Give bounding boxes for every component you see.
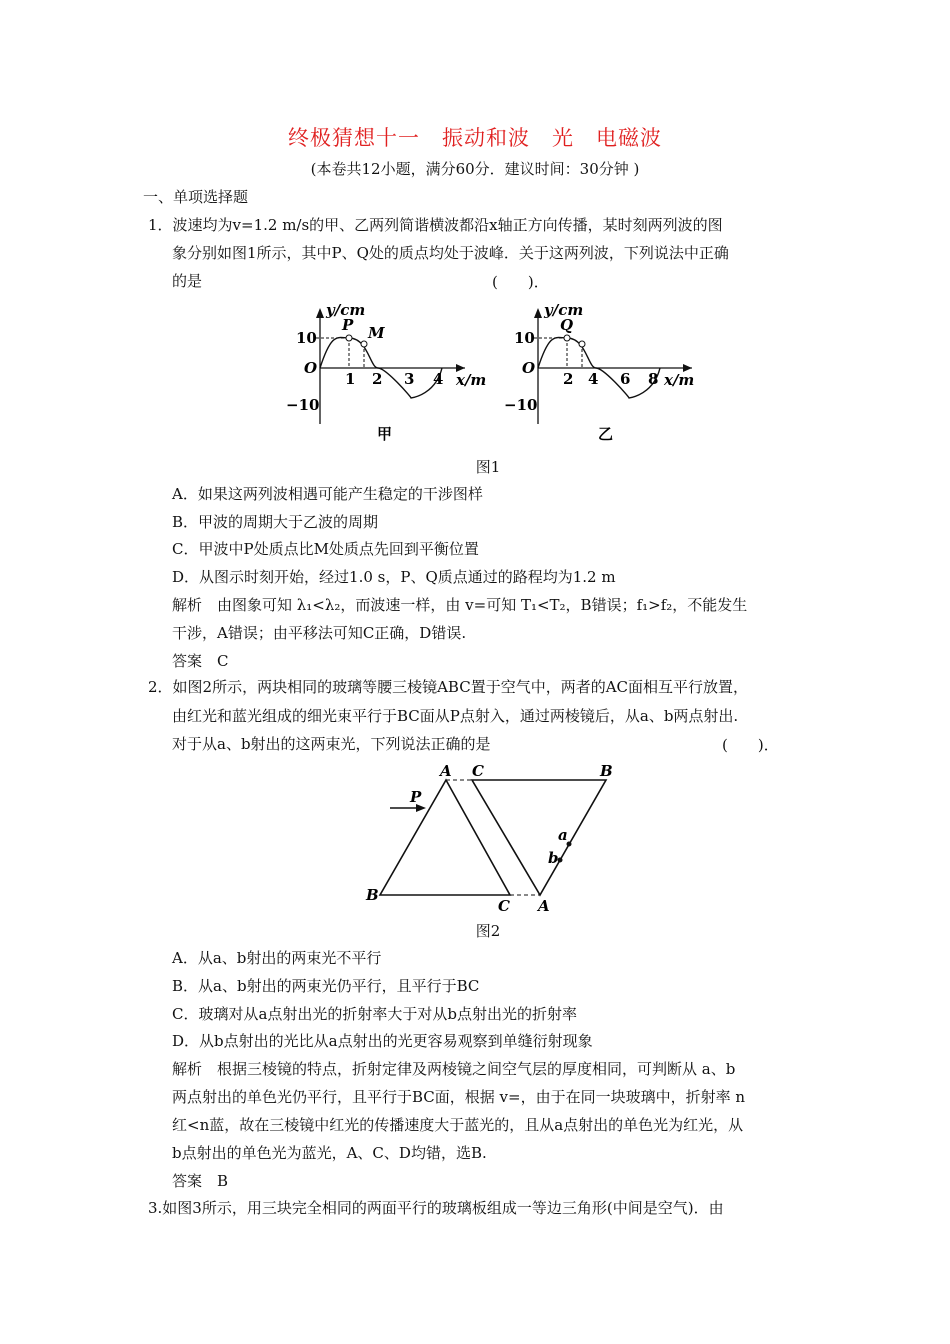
origin-label: O (304, 359, 318, 377)
q3-line1: 3.如图3所示，用三块完全相同的两面平行的玻璃板组成一等边三角形(中间是空气)．由 (148, 1199, 724, 1217)
figure-1-caption: 图1 (475, 458, 501, 476)
y-tick-bottom: −10 (504, 396, 538, 414)
y-label: y/cm (326, 301, 366, 319)
label-point-a: a (558, 826, 568, 844)
y-arrow (316, 308, 324, 318)
label-p: P (410, 788, 422, 806)
prism-right (472, 780, 606, 895)
point-q (564, 335, 570, 341)
x-tick-6: 6 (620, 370, 631, 388)
x-label: x/m (456, 371, 487, 389)
point-p (346, 335, 352, 341)
y-arrow (534, 308, 542, 318)
graph-yi (504, 301, 694, 443)
section-heading: 一、单项选择题 (143, 188, 249, 206)
q1-option-b: B．甲波的周期大于乙波的周期 (172, 513, 379, 531)
page-subtitle: (本卷共12小题，满分60分．建议时间：30分钟 ) (310, 160, 640, 178)
q2-line1: 2．如图2所示，两块相同的玻璃等腰三棱镜ABC置于空气中，两者的AC面相互平行放置， (148, 678, 749, 696)
q2-option-c: C．玻璃对从a点射出光的折射率大于对从b点射出光的折射率 (172, 1005, 578, 1023)
point-2 (579, 341, 585, 347)
q1-line3: 的是 (172, 272, 203, 290)
q1-option-d: D．从图示时刻开始，经过1.0 s，P、Q质点通过的路程均为1.2 m (172, 568, 616, 586)
label-m: M (368, 324, 385, 342)
q1-answer: 答案 C (172, 652, 229, 670)
x-tick-2: 2 (563, 370, 574, 388)
x-tick-4: 4 (588, 370, 599, 388)
q2-analysis-line1: 解析 根据三棱镜的特点，折射定律及两棱镜之间空气层的厚度相同，可判断从 a、b (172, 1060, 736, 1078)
graph-jia (286, 301, 486, 443)
figure-2-prisms (360, 760, 630, 920)
x-tick-1: 1 (345, 370, 356, 388)
page-title: 终极猜想十一 振动和波 光 电磁波 (288, 126, 662, 150)
point-m (361, 341, 367, 347)
prism-left (380, 780, 510, 895)
q1-answer-blank: ( )． (492, 273, 549, 291)
label-a-bottom: A (538, 897, 550, 915)
label-c-top: C (472, 762, 484, 780)
q2-line3: 对于从a、b射出的这两束光，下列说法正确的是 (172, 735, 491, 753)
label-point-b: b (548, 849, 559, 867)
q1-analysis-line1: 解析 由图象可知 λ₁<λ₂，而波速一样，由 v=可知 T₁<T₂，B错误；f₁>f₂，不能发生 (172, 596, 748, 614)
y-label: y/cm (544, 301, 584, 319)
label-c-bottom: C (498, 897, 510, 915)
label-b-top: B (600, 762, 613, 780)
q1-option-c: C．甲波中P处质点比M处质点先回到平衡位置 (172, 540, 479, 558)
q2-analysis-line4: b点射出的单色光为蓝光，A、C、D均错，选B. (172, 1144, 487, 1162)
q2-option-b: B．从a、b射出的两束光仍平行，且平行于BC (172, 977, 480, 995)
label-a-top: A (440, 762, 452, 780)
graph-name-jia: 甲 (377, 425, 393, 443)
q1-option-a: A．如果这两列波相遇可能产生稳定的干涉图样 (172, 485, 483, 503)
label-q: Q (560, 316, 574, 334)
origin-label: O (522, 359, 536, 377)
y-tick-bottom: −10 (286, 396, 320, 414)
x-tick-3: 3 (404, 370, 415, 388)
q1-analysis-line2: 干涉，A错误；由平移法可知C正确，D错误. (172, 624, 467, 642)
q2-analysis-line2: 两点射出的单色光仍平行，且平行于BC面，根据 v=，由于在同一块玻璃中，折射率 n (172, 1088, 746, 1106)
x-tick-4: 4 (433, 370, 444, 388)
x-tick-8: 8 (648, 370, 659, 388)
figure-2-caption: 图2 (475, 922, 501, 940)
x-tick-2: 2 (372, 370, 383, 388)
q2-option-a: A．从a、b射出的两束光不平行 (172, 949, 382, 967)
graph-name-yi: 乙 (598, 425, 614, 443)
q2-line2: 由红光和蓝光组成的细光束平行于BC面从P点射入，通过两棱镜后，从a、b两点射出. (172, 707, 739, 725)
y-tick-top: 10 (296, 329, 317, 347)
figure-1-graphs (280, 296, 700, 446)
q1-line1: 1．波速均为v=1.2 m/s的甲、乙两列简谐横波都沿x轴正方向传播，某时刻两列波的图 (148, 216, 723, 234)
label-p: P (342, 316, 354, 334)
q1-line2: 象分别如图1所示，其中P、Q处的质点均处于波峰．关于这两列波，下列说法中正确 (172, 244, 729, 262)
q2-answer: 答案 B (172, 1172, 229, 1190)
label-b-bottom: B (366, 886, 379, 904)
q2-option-d: D．从b点射出的光比从a点射出的光更容易观察到单缝衍射现象 (172, 1032, 593, 1050)
q2-answer-blank: ( )． (722, 736, 779, 754)
q2-analysis-line3: 红<n蓝，故在三棱镜中红光的传播速度大于蓝光的，且从a点射出的单色光为红光，从 (172, 1116, 744, 1134)
y-tick-top: 10 (514, 329, 535, 347)
x-label: x/m (664, 371, 695, 389)
